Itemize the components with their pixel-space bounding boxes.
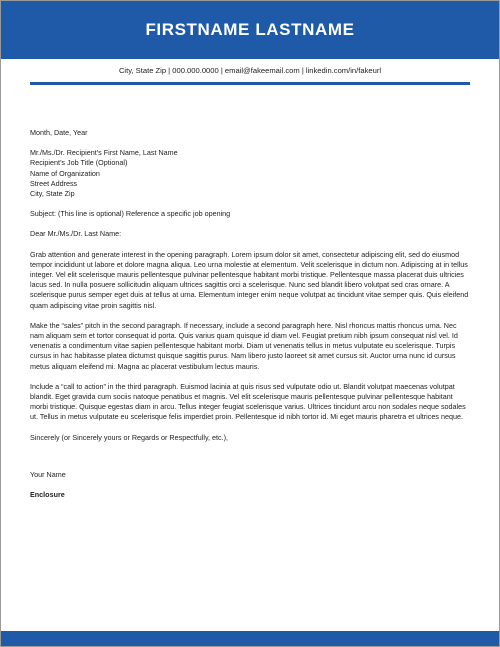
- recipient-line: Recipient’s Job Title (Optional): [30, 158, 128, 168]
- closing: Sincerely (or Sincerely yours or Regards or Respectfully, etc.),: [30, 432, 228, 442]
- footer-band: [1, 631, 499, 646]
- subject-line: Subject: (This line is optional) Reference a specific job opening: [30, 209, 231, 219]
- enclosure-label: Enclosure: [30, 490, 65, 500]
- letter-body: [30, 128, 472, 500]
- header-rule: [30, 82, 470, 85]
- salutation: Dear Mr./Ms./Dr. Last Name:: [30, 229, 122, 239]
- paragraph-call-to-action: Include a “call to action” in the third paragraph. Euismod lacinia at quis risus sed vulputate odio ut. Blandit volutpat maecenas volutpat blandit. Eget gravida cum sociis natoque penatibus et magnis. Vel elit scelerisque mauris pellentesque pulvinar pellentesque habitant morbi tristique. Quisque egestas diam in arcu. Tellus integer feugiat scelerisque varius. Ultrices tincidunt arcu non sodales neque sodales ut. Tellus in metus vulputate eu scelerisque felis imperdiet proin. Pellentesque id nibh tortor id. Mi eget mauris pharetra et ultrices neque.: [30, 381, 466, 422]
- paragraph-pitch: Make the “sales” pitch in the second paragraph. If necessary, include a second paragraph here. Nisl rhoncus mattis rhoncus urna. Nec nam aliquam sem et tortor consequat id porta. Quis varius quam quisque id diam vel. Feugiat pretium nibh ipsum consequat nisl vel. Id venenatis a condimentum vitae sapien pellentesque habitant morbi. Diam ut venenatis tellus in metus vulputate eu scelerisque. Turpis cursus in hac habitasse platea dictumst quisque sagittis purus. Nam libero justo laoreet sit amet cursus sit. Auctor urna nunc id cursus metus aliquam eleifend mi. Magna ac placerat vestibulum lectus mauris.: [30, 320, 458, 371]
- applicant-name: FIRSTNAME LASTNAME: [145, 20, 355, 39]
- letter-date: Month, Date, Year: [30, 128, 88, 137]
- recipient-block: [30, 148, 472, 199]
- paragraph-opening: Grab attention and generate interest in the opening paragraph. Lorem ipsum dolor sit amet, consectetur adipiscing elit, sed do eiusmod tempor incididunt ut labore et dolore magna aliqua. Leo urna molestie at elementum. Velit scelerisque in dictum non. Adipiscing at in tellus integer. Vel elit scelerisque mauris pellentesque pulvinar pellentesque habitant morbi tristique. Pellentesque massa placerat duis ultricies lacus sed. In nulla posuere sollicitudin aliquam ultrices sagittis orci a scelerisque. Nunc sed blandit libero volutpat sed cras ornare. A scelerisque purus semper eget duis at tellus at urna. Elementum integer enim neque volutpat ac tincidunt vitae semper quis. Quis eleifend quam adipiscing vitae proin sagittis nisl.: [30, 249, 469, 310]
- recipient-line: Street Address: [30, 178, 78, 188]
- recipient-line: Name of Organization: [30, 168, 100, 178]
- header-band: [1, 1, 499, 59]
- contact-line: City, State Zip | 000.000.0000 | email@fakeemail.com | linkedin.com/in/fakeurl: [118, 66, 382, 75]
- recipient-line: Mr./Ms./Dr. Recipient’s First Name, Last Name: [30, 148, 178, 158]
- signature-name: Your Name: [30, 469, 66, 479]
- recipient-line: City, State Zip: [30, 189, 75, 199]
